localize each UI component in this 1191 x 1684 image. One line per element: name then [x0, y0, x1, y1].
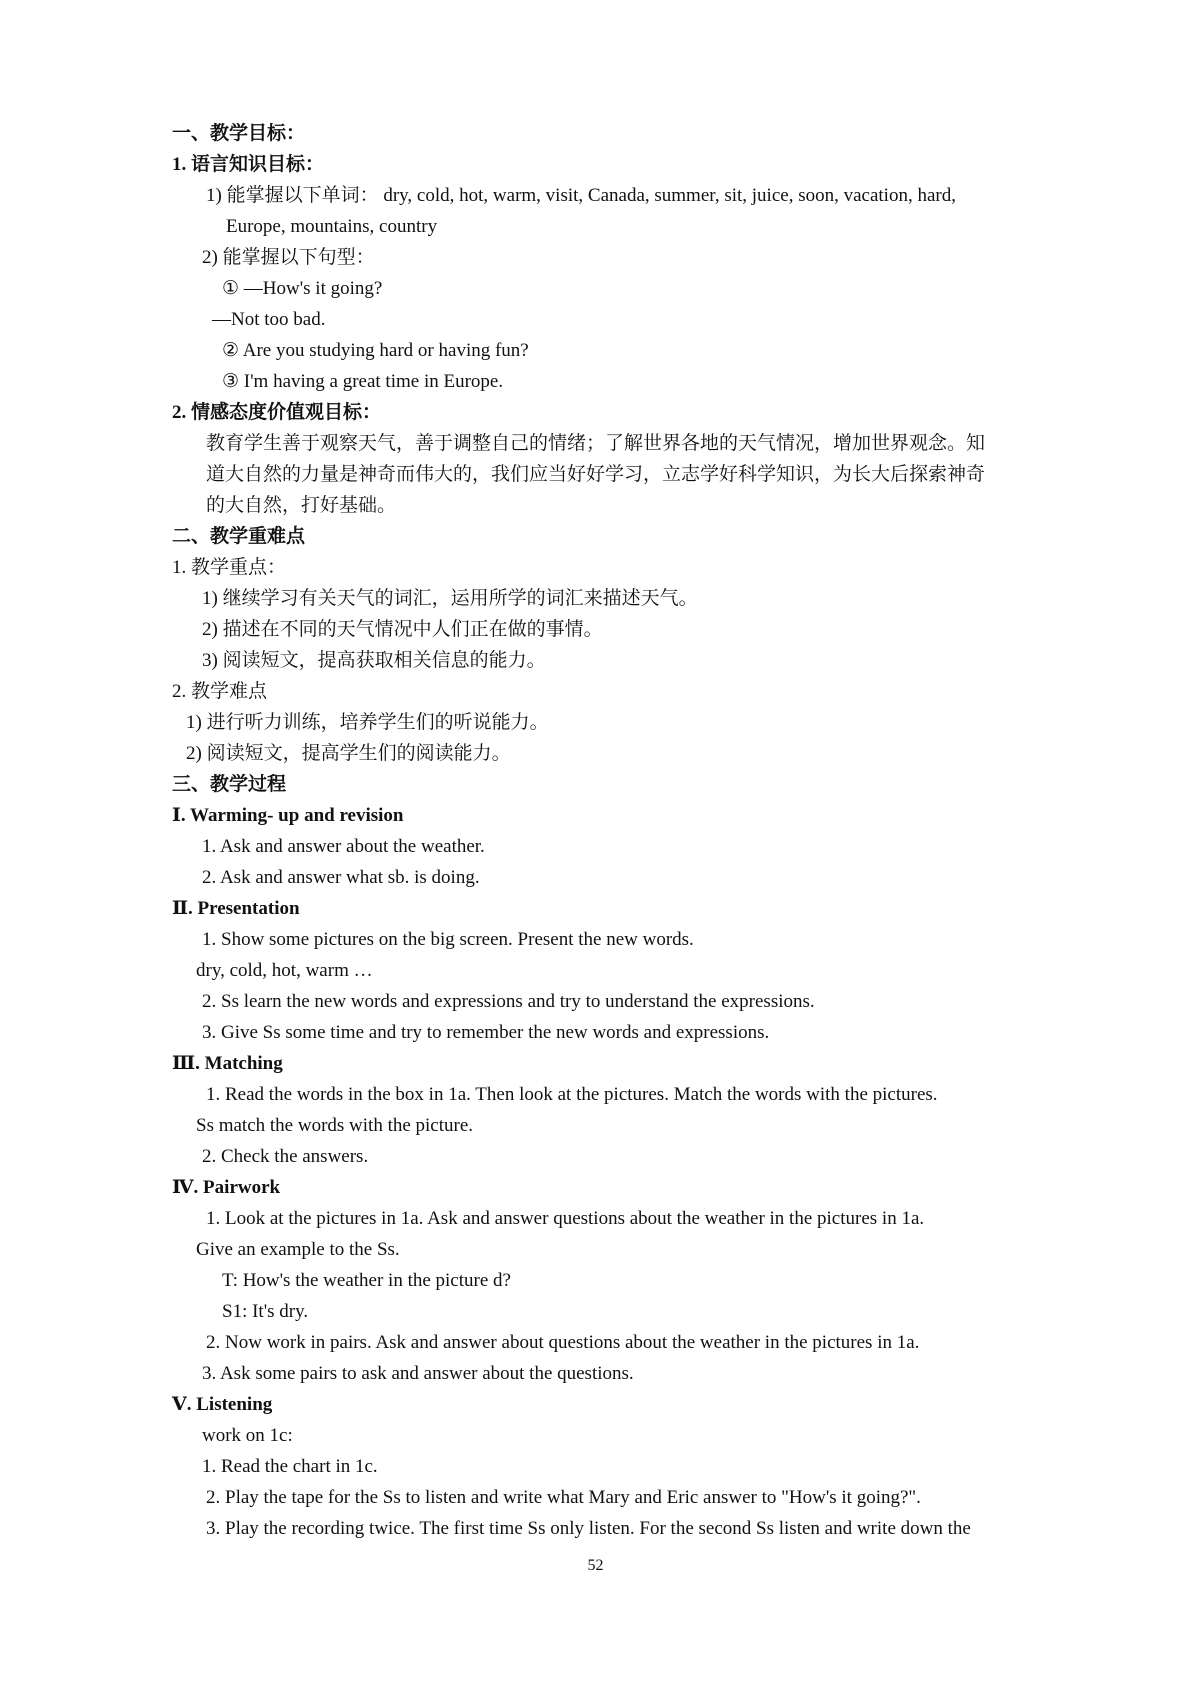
step-3-title: Ⅲ. Matching	[172, 1053, 283, 1074]
section-heading-objectives: 一、教学目标：	[172, 123, 306, 144]
emotional-values-line-3: 的大自然，打好基础。	[206, 495, 397, 516]
step-4-title: Ⅳ. Pairwork	[172, 1177, 281, 1198]
step-1-title: Ⅰ. Warming- up and revision	[172, 805, 404, 826]
sentence-pattern-2: ② Are you studying hard or having fun?	[222, 340, 529, 361]
difficult-point-1: 1) 进行听力训练，培养学生们的听说能力。	[186, 712, 549, 733]
step-5-item-3: 3. Play the recording twice. The first time Ss only listen. For the second Ss listen and write down the	[206, 1518, 971, 1539]
sentence-pattern-1-reply: —Not too bad.	[212, 309, 326, 330]
subheading-emotional-values: 2. 情感态度价值观目标：	[172, 402, 382, 423]
difficult-points-title: 2. 教学难点	[172, 681, 268, 702]
key-point-2: 2) 描述在不同的天气情况中人们正在做的事情。	[202, 619, 603, 640]
section-heading-key-difficult: 二、教学重难点	[172, 526, 306, 547]
step-5-item-2: 2. Play the tape for the Ss to listen and write what Mary and Eric answer to "How's it going?".	[206, 1487, 921, 1508]
step-2-item-1: 1. Show some pictures on the big screen. Present the new words.	[202, 929, 694, 950]
sentence-patterns-title: 2) 能掌握以下句型：	[202, 247, 375, 268]
step-5-item-1: 1. Read the chart in 1c.	[202, 1456, 378, 1477]
step-4-item-1: 1. Look at the pictures in 1a. Ask and answer questions about the weather in the pictures in 1a.	[206, 1208, 925, 1229]
key-points-title: 1. 教学重点：	[172, 557, 287, 578]
step-5-intro: work on 1c:	[202, 1425, 293, 1446]
step-3-item-1: 1. Read the words in the box in 1a. Then look at the pictures. Match the words with the pictures.	[206, 1084, 938, 1105]
sentence-pattern-1: ① —How's it going?	[222, 278, 383, 299]
difficult-point-2: 2) 阅读短文，提高学生们的阅读能力。	[186, 743, 511, 764]
step-1-item-2: 2. Ask and answer what sb. is doing.	[202, 867, 480, 888]
step-4-item-3: 3. Ask some pairs to ask and answer about the questions.	[202, 1363, 634, 1384]
key-point-1: 1) 继续学习有关天气的词汇，运用所学的词汇来描述天气。	[202, 588, 698, 609]
dialog-student-line: S1: It's dry.	[222, 1301, 309, 1322]
subheading-language-knowledge: 1. 语言知识目标：	[172, 154, 325, 175]
emotional-values-line-1: 教育学生善于观察天气，善于调整自己的情绪；了解世界各地的天气情况，增加世界观念。知	[206, 433, 986, 454]
section-heading-process: 三、教学过程	[172, 774, 287, 795]
step-2-item-2: 2. Ss learn the new words and expressions and try to understand the expressions.	[202, 991, 815, 1012]
step-5-title: Ⅴ. Listening	[172, 1394, 273, 1415]
step-3-item-2: 2. Check the answers.	[202, 1146, 369, 1167]
step-1-item-1: 1. Ask and answer about the weather.	[202, 836, 485, 857]
step-4-item-2: 2. Now work in pairs. Ask and answer about questions about the weather in the pictures in 1a.	[206, 1332, 920, 1353]
step-2-title: Ⅱ. Presentation	[172, 898, 300, 919]
key-point-3: 3) 阅读短文，提高获取相关信息的能力。	[202, 650, 546, 671]
page-number: 52	[587, 1557, 604, 1574]
step-3-item-1-note: Ss match the words with the picture.	[196, 1115, 474, 1136]
dialog-teacher-line: T: How's the weather in the picture d?	[222, 1270, 511, 1291]
sentence-pattern-3: ③ I'm having a great time in Europe.	[222, 371, 504, 392]
step-2-item-3: 3. Give Ss some time and try to remember the new words and expressions.	[202, 1022, 770, 1043]
step-2-item-1-words: dry, cold, hot, warm …	[196, 960, 373, 981]
step-4-item-1-note: Give an example to the Ss.	[196, 1239, 400, 1260]
emotional-values-line-2: 道大自然的力量是神奇而伟大的，我们应当好好学习，立志学好科学知识，为长大后探索神奇	[206, 464, 986, 485]
words-line-2: Europe, mountains, country	[226, 216, 438, 237]
words-line-1: 1) 能掌握以下单词： dry, cold, hot, warm, visit, Canada, summer, sit, juice, soon, vacation, hard,	[206, 185, 956, 206]
